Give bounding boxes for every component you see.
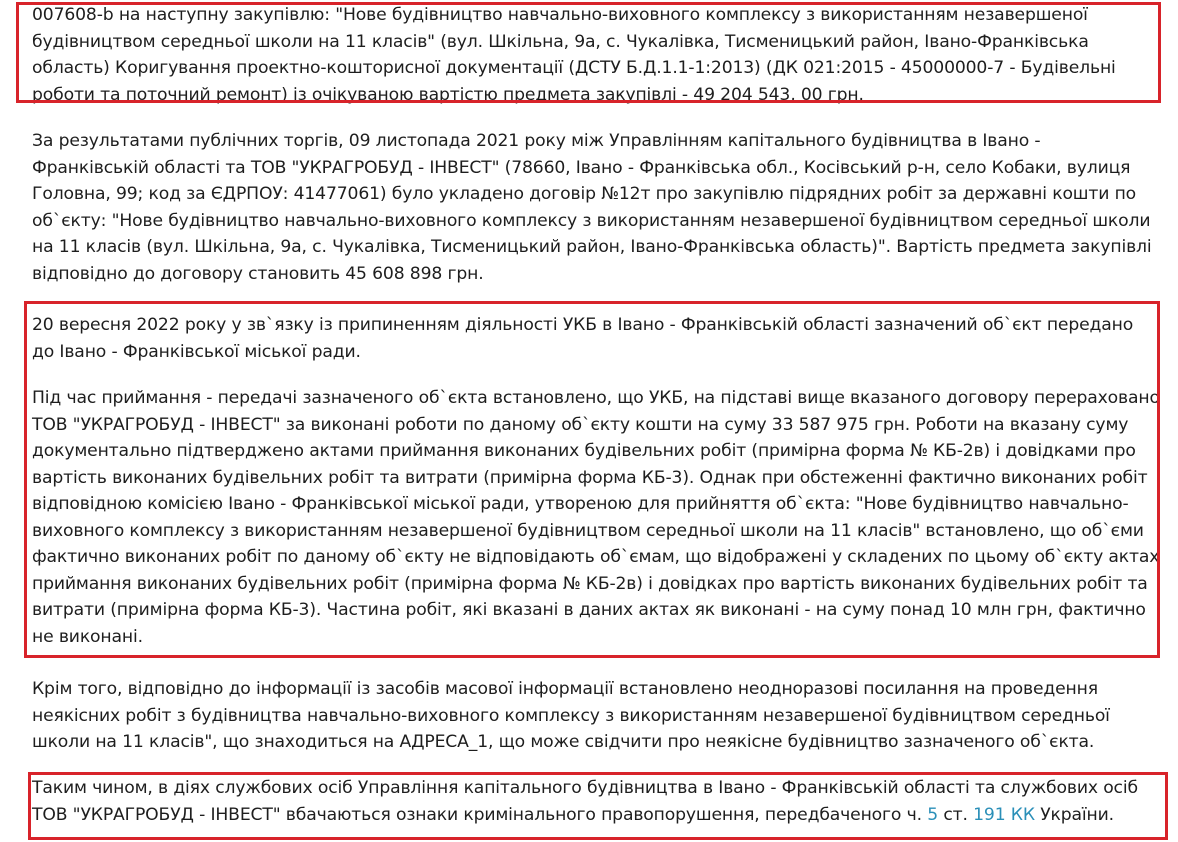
paragraph-conclusion bbox=[32, 775, 1160, 828]
conclusion-text-middle: ст. bbox=[938, 804, 974, 825]
paragraph-contract-details: За результатами публічних торгів, 09 листопада 2021 року між Управлінням капітального будівництва в Івано - Франківській області та ТОВ "УКРАГРОБУД - ІНВЕСТ" (78660, Івано - Франківська обл., Косівський р-н, село Кобаки, вулиця Головна, 99; код за ЄДРПОУ: 41477061) було укладено договір №12т про закупівлю підрядних робіт за державні кошти по об`єкту: "Нове будівництво навчально-виховного комплексу з використанням незавершеної будівництвом середньої школи на 11 класів (вул. Шкільна, 9а, с. Чукалівка, Тисменицький район, Івано-Франківська область)". Вартість предмета закупівлі відповідно до договору становить 45 608 898 грн. bbox=[32, 131, 1152, 284]
paragraph-object-transfer: 20 вересня 2022 року у зв`язку із припиненням діяльності УКБ в Івано - Франківській області зазначений об`єкт передано до Івано - Франківської міської ради. bbox=[32, 315, 1134, 362]
conclusion-text-end: України. bbox=[1034, 804, 1114, 825]
paragraph-media-reports: Крім того, відповідно до інформації із засобів масової інформації встановлено неодноразові посилання на проведення неякісних робіт з будівництва навчально-виховного комплексу з використанням незавершеної будівництвом середньої школи на 11 класів", що знаходиться на АДРЕСА_1, що може свідчити про неякісне будівництво зазначеного об`єкта. bbox=[32, 679, 1110, 752]
link-article-part[interactable]: 5 bbox=[927, 804, 939, 825]
paragraph-procurement-notice: 007608-b на наступну закупівлю: "Нове будівництво навчально-виховного комплексу з використанням незавершеної будівництвом середньої школи на 11 класів" (вул. Шкільна, 9а, с. Чукалівка, Тисменицький район, Івано-Франківська область) Коригування проектно-кошторисної документації (ДСТУ Б.Д.1.1-1:2013) (ДК 021:2015 - 45000000-7 - Будівельні роботи та поточний ремонт) із очікуваною вартістю предмета закупівлі - 49 204 543, 00 грн. bbox=[32, 5, 1116, 105]
conclusion-text-start: Таким чином, в діях службових осіб Управління капітального будівництва в Івано - Франківській області та службових осіб ТОВ "УКРАГРОБУД - ІНВЕСТ" вбачаються ознаки кримінального правопорушення, передбаченого ч. bbox=[32, 778, 1138, 825]
paragraph-inspection-findings: Під час приймання - передачі зазначеного об`єкта встановлено, що УКБ, на підставі вище вказаного договору перераховано ТОВ "УКРАГРОБУД - ІНВЕСТ" за виконані роботи по даному об`єкту кошти на суму 33 587 975 грн. Роботи на вказану суму документально підтверджено актами приймання виконаних будівельних робіт (примірна форма № КБ-2в) і довідками про вартість виконаних будівельних робіт та витрати (примірна форма КБ-3). Однак при обстеженні фактично виконаних робіт відповідною комісією Івано - Франківської міської ради, утвореною для прийняття об`єкта: "Нове будівництво навчально-виховного комплексу з використанням незавершеної будівництвом середньої школи на 11 класів" встановлено, що об`єми фактично виконаних робіт по даному об`єкту не відповідають об`ємам, що відображені у складених по цьому об`єкту актах приймання виконаних будівельних робіт (примірна форма № КБ-2в) і довідках про вартість виконаних будівельних робіт та витрати (примірна форма КБ-3). Частина робіт, які вказані в даних актах як виконані - на суму понад 10 млн грн, фактично не виконані. bbox=[32, 388, 1160, 647]
link-criminal-code-article[interactable]: 191 КК bbox=[973, 804, 1035, 825]
